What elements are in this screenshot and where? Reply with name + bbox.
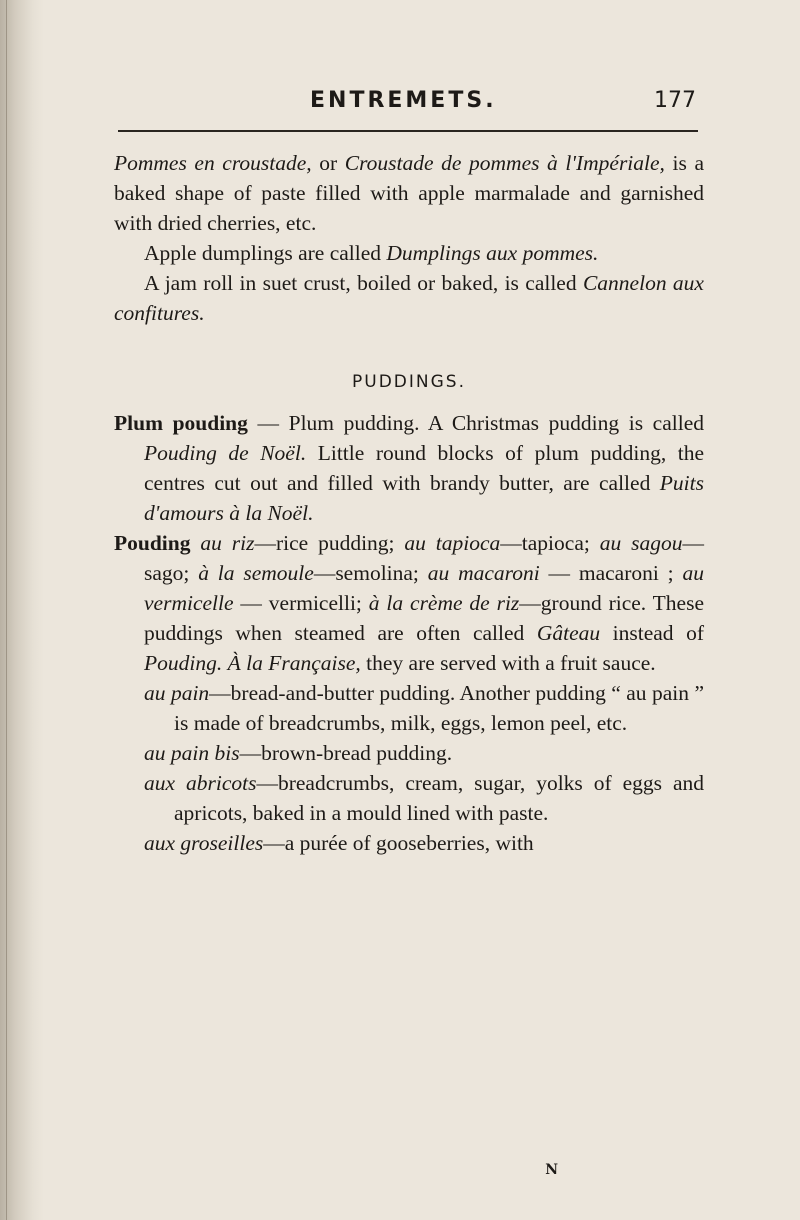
italic-term: Pouding de Noël. [144,441,307,465]
book-page [114,74,704,1204]
italic-term: Cannelon aux confitures. [114,271,704,325]
section-heading-puddings: PUDDINGS. [352,372,466,392]
entry-aux-abricots [114,768,704,828]
text-run: Apple dumplings are called [144,241,387,265]
paragraph-pommes-en-croustade [114,148,704,238]
italic-term: au macaroni [427,561,540,585]
entry-headword: Pouding [114,531,191,555]
text-run: —ground rice. These puddings when steamed are often called [144,591,704,645]
text-run: —tapioca; [500,531,600,555]
text-run: —rice pudding; [254,531,405,555]
text-run: Little round blocks of plum pudding, the centres cut out and filled with brandy butter, are called [144,441,704,495]
entry-au-pain-bis [114,738,704,768]
italic-term: aux groseilles [144,831,264,855]
italic-term: au riz [190,531,255,555]
italic-term: à la crème de riz [368,591,520,615]
page-edge-line [6,0,7,1220]
italic-term: À la Française, [227,651,361,675]
page-number: 177 [654,88,696,113]
entry-pouding-au-riz [114,528,704,678]
text-run: —brown-bread pudding. [239,741,453,765]
text-run: — vermicelli; [233,591,369,615]
text-run: A jam roll in suet crust, boiled or baked, is called [144,271,583,295]
entry-au-pain [114,678,704,738]
italic-term: à la semoule [198,561,314,585]
italic-term: aux abricots [144,771,257,795]
running-title: ENTREMETS. [310,88,497,113]
text-run: instead of [600,621,704,645]
page-header [114,74,704,114]
text-run: they are served with a fruit sauce. [360,651,656,675]
text-run: —semolina; [313,561,428,585]
text-run: —bread-and-butter pudding. Another pudding “ au pain ” is made of breadcrumbs, milk, eggs, lemon peel, etc. [174,681,704,735]
signature-mark: N [545,1162,558,1178]
italic-term: au pain [144,681,210,705]
text-run: — macaroni ; [539,561,683,585]
entry-plum-pouding [114,408,704,528]
italic-term: au tapioca [404,531,501,555]
italic-term: au pain bis [144,741,240,765]
italic-term: au vermicelle [144,561,704,615]
entry-aux-groseilles [114,828,704,858]
text-run: is a baked shape of paste filled with apple marmalade and garnished with dried cherries, etc. [114,151,704,235]
italic-term: au sagou [599,531,683,555]
italic-term: Puits d'amours à la Noël. [144,471,704,525]
text-run: —sago; [144,531,704,585]
italic-term: Dumplings aux pommes. [386,241,599,265]
paragraph-apple-dumplings [114,238,704,268]
italic-term: Pouding. [144,651,223,675]
paragraph-jam-roll [114,268,704,328]
text-run: — Plum pudding. A Christmas pudding is called [247,411,704,435]
text-run: —a purée of gooseberries, with [263,831,534,855]
italic-term: Pommes en croustade, [114,151,312,175]
body-text [114,148,704,858]
italic-term: Gâteau [536,621,601,645]
italic-term: Croustade de pommes à l'Impériale, [344,151,665,175]
header-rule [118,130,698,132]
entry-headword: Plum pouding [114,411,248,435]
text-run: or [311,151,345,175]
text-run: —breadcrumbs, cream, sugar, yolks of eggs and apricots, baked in a mould lined with paste. [174,771,704,825]
